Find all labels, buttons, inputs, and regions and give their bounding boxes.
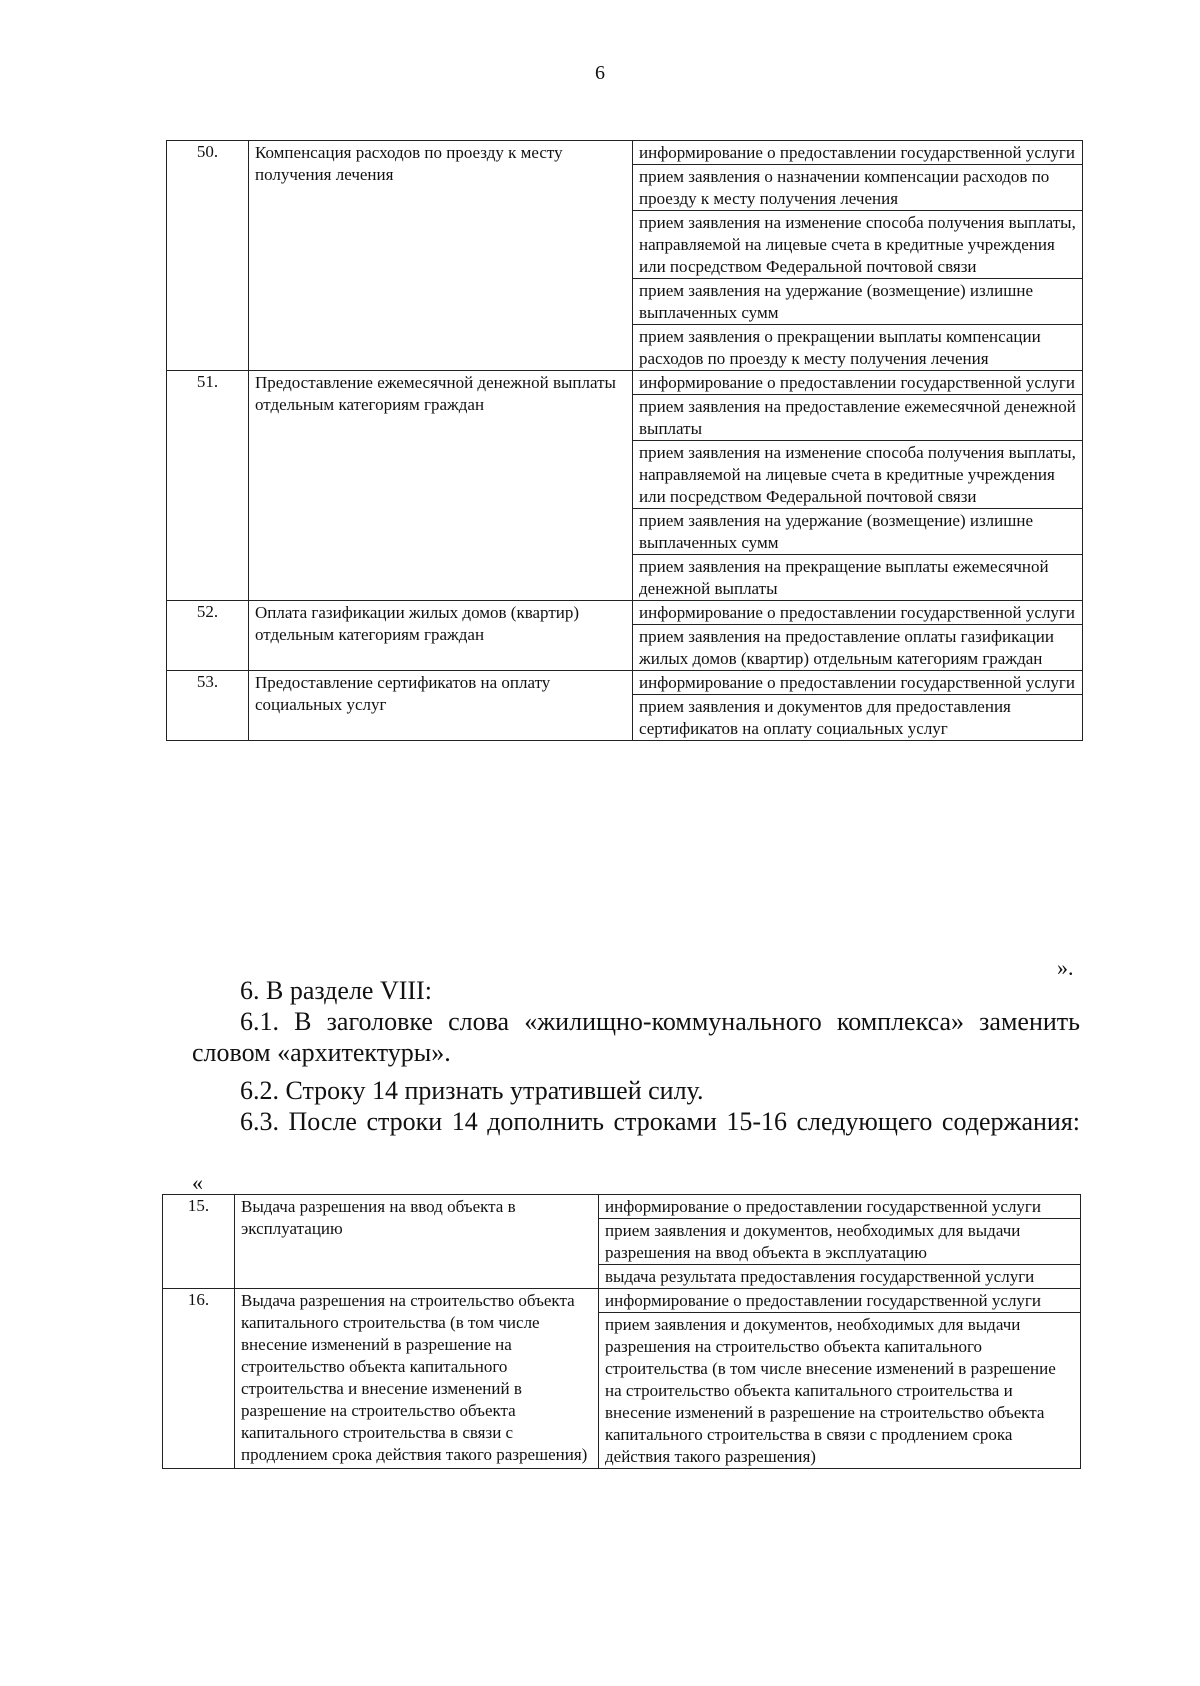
service-action: прием заявления о назначении компенсации расходов по проезду к месту получения лечения — [633, 165, 1083, 211]
service-name: Предоставление сертификатов на оплату социальных услуг — [249, 671, 633, 741]
service-name: Оплата газификации жилых домов (квартир) отдельным категориям граждан — [249, 601, 633, 671]
table-row — [167, 141, 1083, 165]
service-action: прием заявления на предоставление ежемесячной денежной выплаты — [633, 395, 1083, 441]
table-row — [163, 1195, 1081, 1219]
services-table-section-viii — [162, 1194, 1081, 1469]
table-row — [167, 371, 1083, 395]
service-name: Выдача разрешения на строительство объекта капитального строительства (в том числе внесение изменений в разрешение на строительство объекта капитального строительства и внесение изменений в разрешение на строительство объекта капитального строительства в связи с продлением срока действия такого разрешения) — [235, 1289, 599, 1469]
table1-body — [167, 141, 1083, 741]
table-row — [167, 601, 1083, 625]
paragraph-line: словом «архитектуры». — [192, 1038, 451, 1067]
service-action: прием заявления на предоставление оплаты газификации жилых домов (квартир) отдельным категориям граждан — [633, 625, 1083, 671]
row-number: 53. — [167, 671, 249, 741]
table-row — [163, 1289, 1081, 1313]
service-action: выдача результата предоставления государственной услуги — [599, 1265, 1081, 1289]
service-action: информирование о предоставлении государственной услуги — [599, 1195, 1081, 1219]
closing-quote: ». — [1057, 955, 1074, 980]
table2-body — [163, 1195, 1081, 1469]
service-action: прием заявления на удержание (возмещение) излишне выплаченных сумм — [633, 509, 1083, 555]
paragraph-6: 6. В разделе VIII: — [240, 976, 432, 1005]
paragraph-line: 6.1. В заголовке слова «жилищно-коммунального комплекса» заменить — [240, 1007, 1080, 1036]
opening-quote: « — [192, 1170, 203, 1195]
paragraph-line: 6.3. После строки 14 дополнить строками 15-16 следующего содержания: — [240, 1107, 1080, 1136]
service-name: Предоставление ежемесячной денежной выплаты отдельным категориям граждан — [249, 371, 633, 601]
service-action: прием заявления о прекращении выплаты компенсации расходов по проезду к месту получения лечения — [633, 325, 1083, 371]
paragraph-6-2: 6.2. Строку 14 признать утратившей силу. — [240, 1076, 704, 1105]
service-action: информирование о предоставлении государственной услуги — [633, 141, 1083, 165]
paragraph-6-3 — [192, 1106, 1080, 1137]
page-number: 6 — [595, 62, 605, 84]
row-number: 50. — [167, 141, 249, 371]
row-number: 16. — [163, 1289, 235, 1469]
service-action: прием заявления на изменение способа получения выплаты, направляемой на лицевые счета в кредитные учреждения или посредством Федеральной почтовой связи — [633, 211, 1083, 279]
paragraph-6-1 — [192, 1006, 1080, 1068]
service-action: прием заявления и документов для предоставления сертификатов на оплату социальных услуг — [633, 695, 1083, 741]
row-number: 15. — [163, 1195, 235, 1289]
table-row — [167, 671, 1083, 695]
service-action: прием заявления на прекращение выплаты ежемесячной денежной выплаты — [633, 555, 1083, 601]
service-action: информирование о предоставлении государственной услуги — [633, 371, 1083, 395]
service-action: прием заявления и документов, необходимых для выдачи разрешения на ввод объекта в эксплуатацию — [599, 1219, 1081, 1265]
service-action: прием заявления и документов, необходимых для выдачи разрешения на строительство объекта капитального строительства (в том числе внесение изменений в разрешение на строительство объекта капитального строительства и внесение изменений в разрешение на строительство объекта капитального строительства в связи с продлением срока действия такого разрешения) — [599, 1313, 1081, 1469]
service-action: прием заявления на удержание (возмещение) излишне выплаченных сумм — [633, 279, 1083, 325]
services-table-section-vii — [166, 140, 1083, 741]
service-action: информирование о предоставлении государственной услуги — [633, 601, 1083, 625]
service-name: Компенсация расходов по проезду к месту получения лечения — [249, 141, 633, 371]
service-name: Выдача разрешения на ввод объекта в эксплуатацию — [235, 1195, 599, 1289]
row-number: 52. — [167, 601, 249, 671]
service-action: информирование о предоставлении государственной услуги — [599, 1289, 1081, 1313]
service-action: информирование о предоставлении государственной услуги — [633, 671, 1083, 695]
service-action: прием заявления на изменение способа получения выплаты, направляемой на лицевые счета в кредитные учреждения или посредством Федеральной почтовой связи — [633, 441, 1083, 509]
row-number: 51. — [167, 371, 249, 601]
